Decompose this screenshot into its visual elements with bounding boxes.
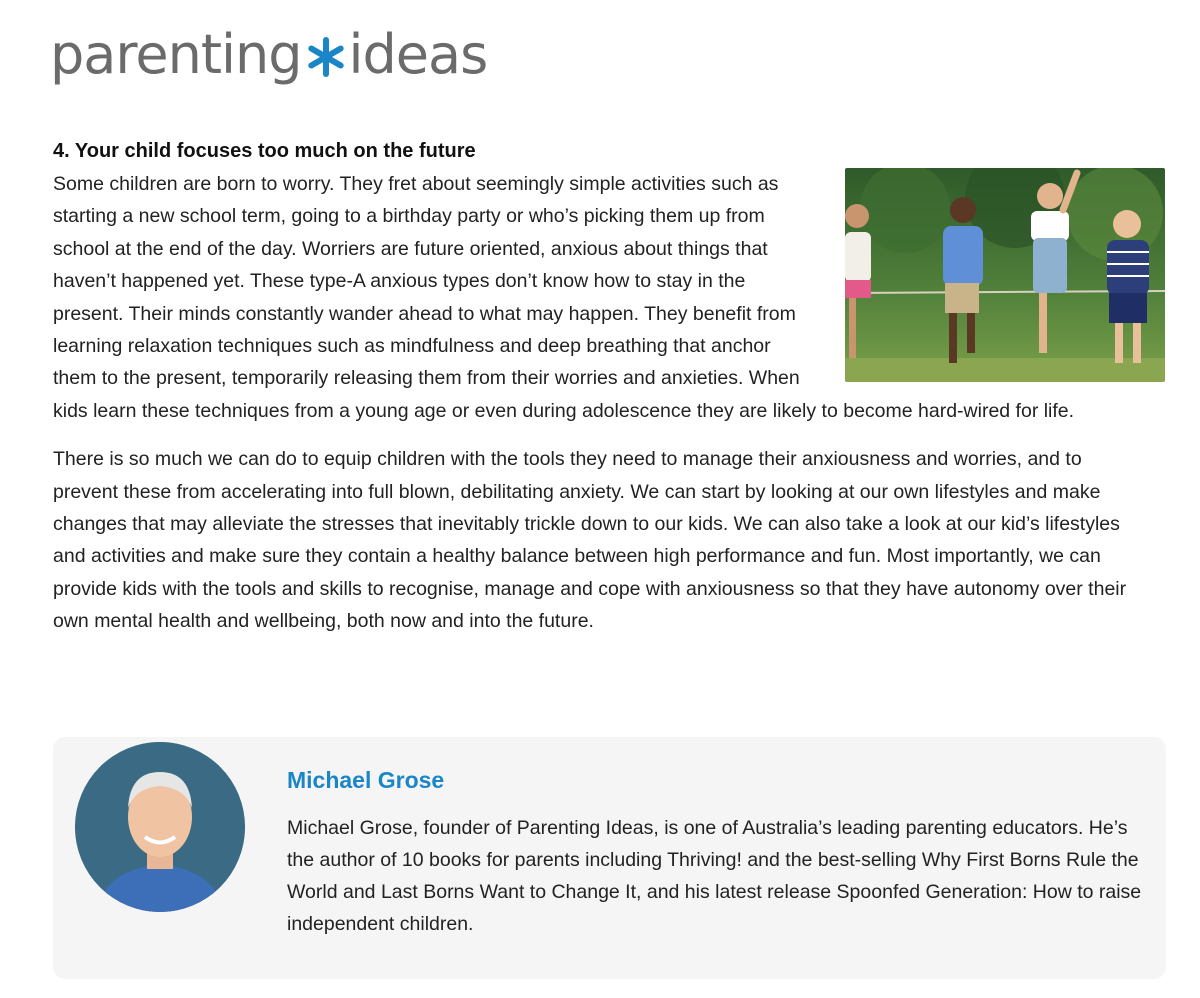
section-heading: 4. Your child focuses too much on the future	[53, 140, 476, 162]
logo-word-parenting: parenting	[50, 23, 302, 86]
author-avatar	[75, 742, 245, 912]
parenting-ideas-logo	[50, 23, 488, 86]
logo-word-ideas: ideas	[348, 23, 488, 86]
author-name: Michael Grose	[287, 767, 445, 793]
article-paragraph-1: Some children are born to worry. They fret about seemingly simple activities such as starting a new school term, going to a birthday party or who’s picking them up from school at the end of the day. Worriers are future oriented, anxious about things that haven’t happened yet. These type-A anxious types don’t know how to stay in the present. Their minds constantly wander ahead to what may happen. They benefit from learning relaxation techniques such as mindfulness and deep breathing that anchor them to the present, temporarily releasing them from their worries and anxieties. When kids learn these techniques from a young age or even during adolescence they are likely to become hard-wired for life.	[53, 173, 1075, 422]
article-paragraph-2: There is so much we can do to equip children with the tools they need to manage their anxiousness and worries, and to prevent these from accelerating into full blown, debilitating anxiety. We can start by looking at our own lifestyles and make changes that may alleviate the stresses that inevitably trickle down to our kids. We can also take a look at our kid’s lifestyles and activities and make sure they contain a healthy balance between high performance and fun. Most importantly, we can provide kids with the tools and skills to recognise, manage and cope with anxiousness so that they have autonomy over their own mental health and wellbeing, both now and into the future.	[53, 448, 1127, 633]
asterisk-star-icon	[306, 37, 346, 77]
children-playing-photo	[845, 168, 1165, 382]
article-body	[53, 168, 1148, 654]
author-bio-text: Michael Grose, founder of Parenting Ideas, is one of Australia’s leading parenting educators. He’s the author of 10 books for parents including Thriving! and the best-selling Why First Borns Rule the World and Last Borns Want to Change It, and his latest release Spoonfed Generation: How to raise independent children.	[287, 817, 1142, 935]
author-bio-card	[53, 737, 1166, 979]
